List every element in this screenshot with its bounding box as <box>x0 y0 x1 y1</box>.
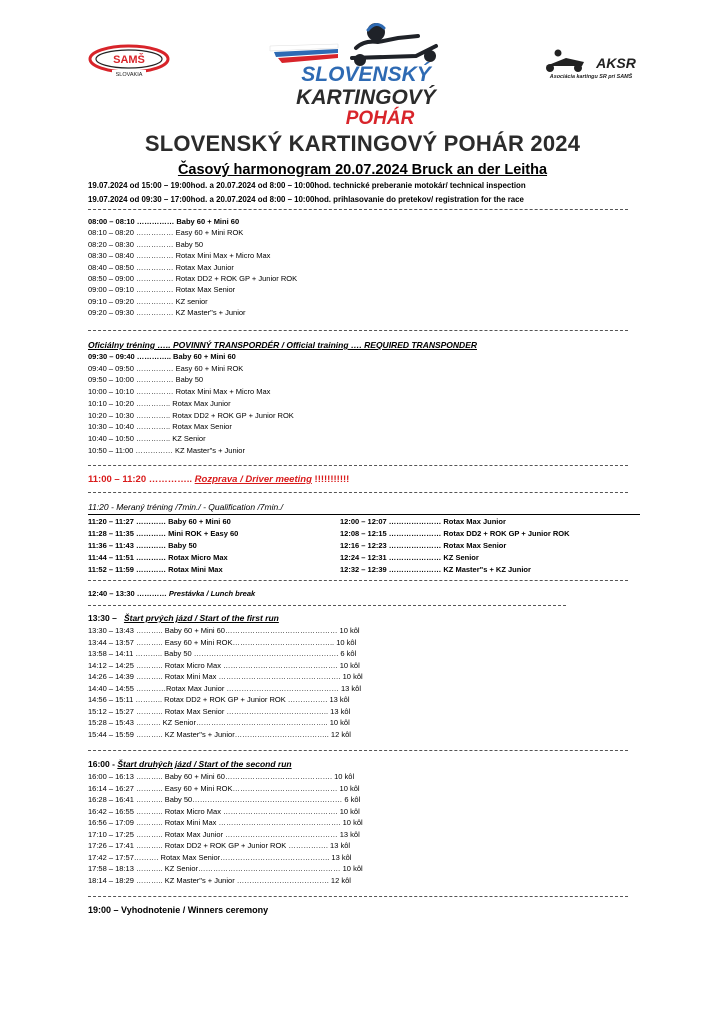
slot-class: Rotax Max Junior <box>443 517 506 526</box>
slot-dots: ………… <box>133 553 169 562</box>
race-row <box>88 649 356 659</box>
kart-icon <box>546 50 584 73</box>
race-row-text: 17:10 – 17:25 ……….. Rotax Max Junior ……………………………………… 13 kôl <box>88 829 360 839</box>
slot-class: Baby 60 + Mini 60 <box>173 352 236 361</box>
slot-dots: …………… <box>133 445 175 455</box>
driver-meeting-label: Rozprava / Driver meeting <box>194 474 312 485</box>
slot-class: Rotax DD2 + ROK GP + Junior ROK <box>175 274 298 283</box>
race-row-text: 16:28 – 16:41 ……….. Baby 50…………………………………………………… 6 kôl <box>88 795 361 804</box>
qualification-row-left <box>88 541 197 551</box>
lunch-dots: ………… <box>134 589 169 598</box>
race-row <box>88 672 363 682</box>
slot-time: 09:30 – 09:40 <box>88 352 135 361</box>
separator <box>88 605 566 606</box>
qualification-row-right <box>340 517 506 527</box>
race-row-text: 14:40 – 14:55 …………Rotax Max Junior ……………………………………… 13 kôl <box>88 683 361 693</box>
slot-class: Rotax Max Junior <box>172 398 231 408</box>
slot-dots: …………… <box>133 251 176 261</box>
slot-class: Baby 50 <box>168 541 197 550</box>
race-row-text: 17:42 – 17:57………. Rotax Max Senior…………………………………….. 13 kôl <box>88 852 352 862</box>
slot-class: KZ Master"s + Junior <box>175 308 246 318</box>
slot-dots: …………… <box>133 285 176 295</box>
slot-dots: …………… <box>133 387 176 397</box>
first-run-label: Štart prvých jázd / Start of the first run <box>123 613 279 623</box>
slot-time: 10:40 – 10:50 <box>88 433 134 443</box>
schedule-row <box>88 274 297 284</box>
slot-dots: ………….. <box>133 433 173 443</box>
race-row <box>88 730 351 740</box>
aksr-logo-text: AKSR <box>596 55 636 71</box>
slot-dots: ………………… <box>386 565 444 574</box>
official-training-heading <box>88 340 477 350</box>
slot-dots: ………………… <box>386 529 444 538</box>
race-row-text: 14:26 – 14:39 ……….. Rotax Mini Max …………………………………………. 10 kôl <box>88 672 363 681</box>
separator <box>88 330 628 331</box>
logo-line-3: POHÁR <box>345 108 415 129</box>
slot-time: 12:24 – 12:31 <box>340 553 387 562</box>
slot-dots: ………….. <box>133 422 173 432</box>
race-row-text: 15:12 – 15:27 ……….. Rotax Max Senior ………………………………….. 13 kôl <box>88 706 351 716</box>
schedule-row <box>88 399 231 409</box>
race-row <box>88 707 350 717</box>
slot-dots: ………….. <box>133 410 173 420</box>
schedule-row <box>88 228 243 238</box>
slot-class: Rotax DD2 + ROK GP + Junior ROK <box>443 529 570 538</box>
slot-time: 11:28 – 11:35 <box>88 529 134 538</box>
qualification-row-left <box>88 553 228 563</box>
slot-time: 09:10 – 09:20 <box>88 296 134 306</box>
schedule-row <box>88 446 245 456</box>
kartingovy-pohar-logo <box>268 18 468 130</box>
driver-meeting <box>88 474 349 485</box>
race-row-text: 15:44 – 15:59 ……….. KZ Master"s + Junior……………………………….. 12 kôl <box>88 729 351 739</box>
race-row <box>88 626 360 636</box>
winners-ceremony: 19:00 – Vyhodnotenie / Winners ceremony <box>88 905 269 915</box>
slot-time: 08:20 – 08:30 <box>88 239 134 249</box>
slot-time: 10:10 – 10:20 <box>88 398 134 408</box>
first-run-time: 13:30 – <box>88 613 117 623</box>
race-row-text: 14:56 – 15:11 ……….. Rotax DD2 + ROK GP + Junior ROK ……………. 13 kôl <box>88 695 350 704</box>
race-row-text: 13:44 – 13:57 ……….. Easy 60 + Mini ROK………………………………….. 10 kôl <box>88 637 357 647</box>
slot-class: Rotax Max Senior <box>172 422 232 432</box>
separator <box>88 465 628 466</box>
second-run-label: Štart druhých jázd / Start of the second run <box>117 759 292 769</box>
race-row-text: 16:56 – 17:09 ……….. Rotax Mini Max …………………………………………. 10 kôl <box>88 818 363 827</box>
schedule-row <box>88 352 236 362</box>
info-line-registration: 19.07.2024 od 09:30 – 17:00hod. a 20.07.2024 od 8:00 – 10:00hod. prihlasovanie do pretekov/ registration for the race <box>88 195 524 204</box>
slot-dots: ………… <box>133 517 169 526</box>
schedule-row <box>88 308 246 318</box>
slot-dots: ………… <box>133 541 169 550</box>
slot-time: 10:50 – 11:00 <box>88 445 134 455</box>
qualification-row-left <box>88 565 223 575</box>
separator <box>88 492 628 493</box>
schedule-row <box>88 364 243 374</box>
page-subtitle: Časový harmonogram 20.07.2024 Bruck an der Leitha <box>177 162 548 178</box>
slot-time: 08:00 – 08:10 <box>88 217 135 226</box>
slot-time: 11:20 – 11:27 <box>88 517 134 526</box>
race-row <box>88 864 363 874</box>
separator <box>88 580 628 581</box>
slot-time: 08:50 – 09:00 <box>88 274 134 283</box>
qualification-row-left <box>88 529 238 539</box>
schedule-row <box>88 387 270 397</box>
separator <box>88 750 628 751</box>
slot-class: Rotax Mini Max + Micro Max <box>175 387 271 397</box>
schedule-row <box>88 434 206 444</box>
race-row <box>88 772 354 782</box>
race-row-text: 17:26 – 17:41 ……….. Rotax DD2 + ROK GP + Junior ROK ……………. 13 kôl <box>88 841 351 850</box>
race-row <box>88 853 351 863</box>
race-row <box>88 830 360 840</box>
slot-time: 08:40 – 08:50 <box>88 262 134 272</box>
second-run-heading <box>88 759 292 769</box>
schedule-row <box>88 251 270 261</box>
schedule-row <box>88 411 294 421</box>
slot-class: KZ Senior <box>172 433 206 443</box>
slot-dots: ………………… <box>386 541 444 550</box>
race-row-text: 16:00 – 16:13 ……….. Baby 60 + Mini 60……………………………………. 10 kôl <box>88 772 355 781</box>
race-row <box>88 718 350 728</box>
lunch-label: Prestávka / Lunch break <box>168 589 256 598</box>
slot-class: Rotax DD2 + ROK GP + Junior ROK <box>172 410 294 420</box>
logo-line-1: SLOVENSKÝ <box>301 63 431 86</box>
separator-solid <box>88 514 640 515</box>
slot-class: KZ senior <box>175 296 208 306</box>
race-row-text: 16:14 – 16:27 ……….. Easy 60 + Mini ROK…………………………………… 10 kôl <box>88 783 360 793</box>
sams-logo <box>88 44 170 78</box>
race-row <box>88 661 360 671</box>
official-training-heading-text: Oficiálny tréning ….. POVINNÝ TRANSPORDÉR / Official training …. REQUIRED TRANSPONDER <box>88 340 477 350</box>
slot-time: 11:52 – 11:59 <box>88 565 134 574</box>
sams-logo-text: SAMŠ <box>113 54 145 66</box>
race-row-text: 16:42 – 16:55 ……….. Rotax Micro Max ………………………………………. 10 kôl <box>88 806 360 816</box>
qualification-row-right <box>340 565 531 575</box>
slot-class: Easy 60 + Mini ROK <box>175 228 244 238</box>
driver-meeting-suffix: !!!!!!!!!!! <box>311 474 350 485</box>
separator <box>88 209 628 210</box>
slot-time: 12:16 – 12:23 <box>340 541 387 550</box>
slot-dots: ………….. <box>133 398 173 408</box>
slot-dots: ………….. <box>134 352 174 361</box>
qualification-row-right <box>340 541 506 551</box>
slot-class: Baby 60 + Mini 60 <box>168 517 231 526</box>
race-row <box>88 684 361 694</box>
race-row <box>88 841 350 851</box>
race-row-text: 13:58 – 14:11 ……….. Baby 50 …………………………………………………. 6 kôl <box>88 649 357 658</box>
slot-time: 12:32 – 12:39 <box>340 565 387 574</box>
slot-time: 09:40 – 09:50 <box>88 363 134 373</box>
race-row <box>88 638 356 648</box>
slot-time: 11:44 – 11:51 <box>88 553 134 562</box>
aksr-logo <box>536 48 646 80</box>
slot-time: 10:20 – 10:30 <box>88 410 134 420</box>
slot-class: Easy 60 + Mini ROK <box>175 363 244 373</box>
qualification-row-right <box>340 529 570 539</box>
driver-meeting-time: 11:00 – 11:20 <box>88 474 147 485</box>
sams-logo-sub: SLOVAKIA <box>115 72 143 78</box>
race-row-text: 17:58 – 18:13 ……….. KZ Senior………………………………………………… 10 kôl <box>88 864 363 873</box>
slot-time: 09:50 – 10:00 <box>88 375 134 385</box>
race-row <box>88 795 360 805</box>
slot-class: Rotax Max Junior <box>175 262 234 272</box>
slot-time: 08:30 – 08:40 <box>88 251 134 261</box>
slot-class: Baby 50 <box>175 375 204 385</box>
slot-class: Baby 60 + Mini 60 <box>176 217 240 226</box>
slot-dots: ………… <box>133 565 169 574</box>
slot-class: Rotax Max Senior <box>175 285 236 295</box>
slot-time: 09:20 – 09:30 <box>88 308 134 318</box>
aksr-logo-sub: Asociácia kartingu SR pri SAMŠ <box>549 74 633 80</box>
slot-time: 10:00 – 10:10 <box>88 387 134 397</box>
schedule-row <box>88 297 208 307</box>
slot-class: KZ Master"s + KZ Junior <box>443 565 531 574</box>
race-row <box>88 818 363 828</box>
race-row-text: 13:30 – 13:43 ……….. Baby 60 + Mini 60……………………………………… 10 kôl <box>88 626 360 635</box>
slot-class: Baby 50 <box>175 239 204 249</box>
info-line-inspection: 19.07.2024 od 15:00 – 19:00hod. a 20.07.2024 od 8:00 – 10:00hod. technické preberanie motokár/ technical inspection <box>88 181 526 190</box>
slot-dots: …………… <box>133 239 176 249</box>
logo-line-2: KARTINGOVÝ <box>296 86 436 109</box>
slot-time: 12:00 – 12:07 <box>340 517 387 526</box>
slot-dots: …………… <box>133 375 176 385</box>
driver-meeting-dots: ………….. <box>146 474 195 485</box>
race-row-text: 18:14 – 18:29 ……….. KZ Master"s + Junior ………………………………. 12 kôl <box>88 875 351 885</box>
kart-icon <box>352 23 436 66</box>
slot-dots: ………………… <box>386 553 444 562</box>
race-row <box>88 784 360 794</box>
slot-dots: …………… <box>133 262 176 272</box>
slot-dots: …………… <box>133 228 176 238</box>
schedule-row <box>88 217 239 227</box>
slot-class: KZ Senior <box>443 553 479 562</box>
race-row <box>88 807 360 817</box>
race-row-text: 15:28 – 15:43 ………. KZ Senior…………………………………………….. 10 kôl <box>88 718 350 727</box>
slot-time: 11:36 – 11:43 <box>88 541 134 550</box>
slot-time: 09:00 – 09:10 <box>88 285 134 295</box>
slot-time: 10:30 – 10:40 <box>88 422 134 432</box>
race-row-text: 14:12 – 14:25 ……….. Rotax Micro Max ………………………………………. 10 kôl <box>88 660 360 670</box>
lunch-time: 12:40 – 13:30 <box>88 589 135 598</box>
schedule-row <box>88 263 234 273</box>
schedule-row <box>88 285 235 295</box>
slot-dots: …………… <box>133 274 176 283</box>
slot-class: Mini ROK + Easy 60 <box>168 529 239 538</box>
first-run-heading <box>88 613 279 623</box>
lunch-row <box>88 589 255 599</box>
slot-dots: …………… <box>133 296 176 306</box>
schedule-row <box>88 375 203 385</box>
slot-class: KZ Master"s + Junior <box>175 445 245 455</box>
qualification-row-left <box>88 517 231 527</box>
qualification-row-right <box>340 553 479 563</box>
qualification-heading: 11:20 - Meraný tréning /7min./ - Qualification /7min./ <box>88 502 283 512</box>
slot-dots: …………… <box>133 308 176 318</box>
second-run-time: 16:00 - <box>88 759 115 769</box>
slot-time: 12:08 – 12:15 <box>340 529 387 538</box>
separator <box>88 896 628 897</box>
slot-dots: …………… <box>134 217 177 226</box>
page-title: SLOVENSKÝ KARTINGOVÝ POHÁR 2024 <box>144 131 581 156</box>
race-row <box>88 695 350 705</box>
schedule-row <box>88 240 203 250</box>
race-row <box>88 876 351 886</box>
schedule-row <box>88 422 232 432</box>
slot-class: Rotax Max Senior <box>443 541 507 550</box>
slot-class: Rotax Micro Max <box>168 553 228 562</box>
slot-class: Rotax Mini Max <box>168 565 223 574</box>
slot-class: Rotax Mini Max + Micro Max <box>175 251 271 261</box>
slot-time: 08:10 – 08:20 <box>88 228 134 238</box>
slot-dots: …………… <box>133 363 176 373</box>
slot-dots: ………… <box>133 529 169 538</box>
slot-dots: ………………… <box>386 517 444 526</box>
